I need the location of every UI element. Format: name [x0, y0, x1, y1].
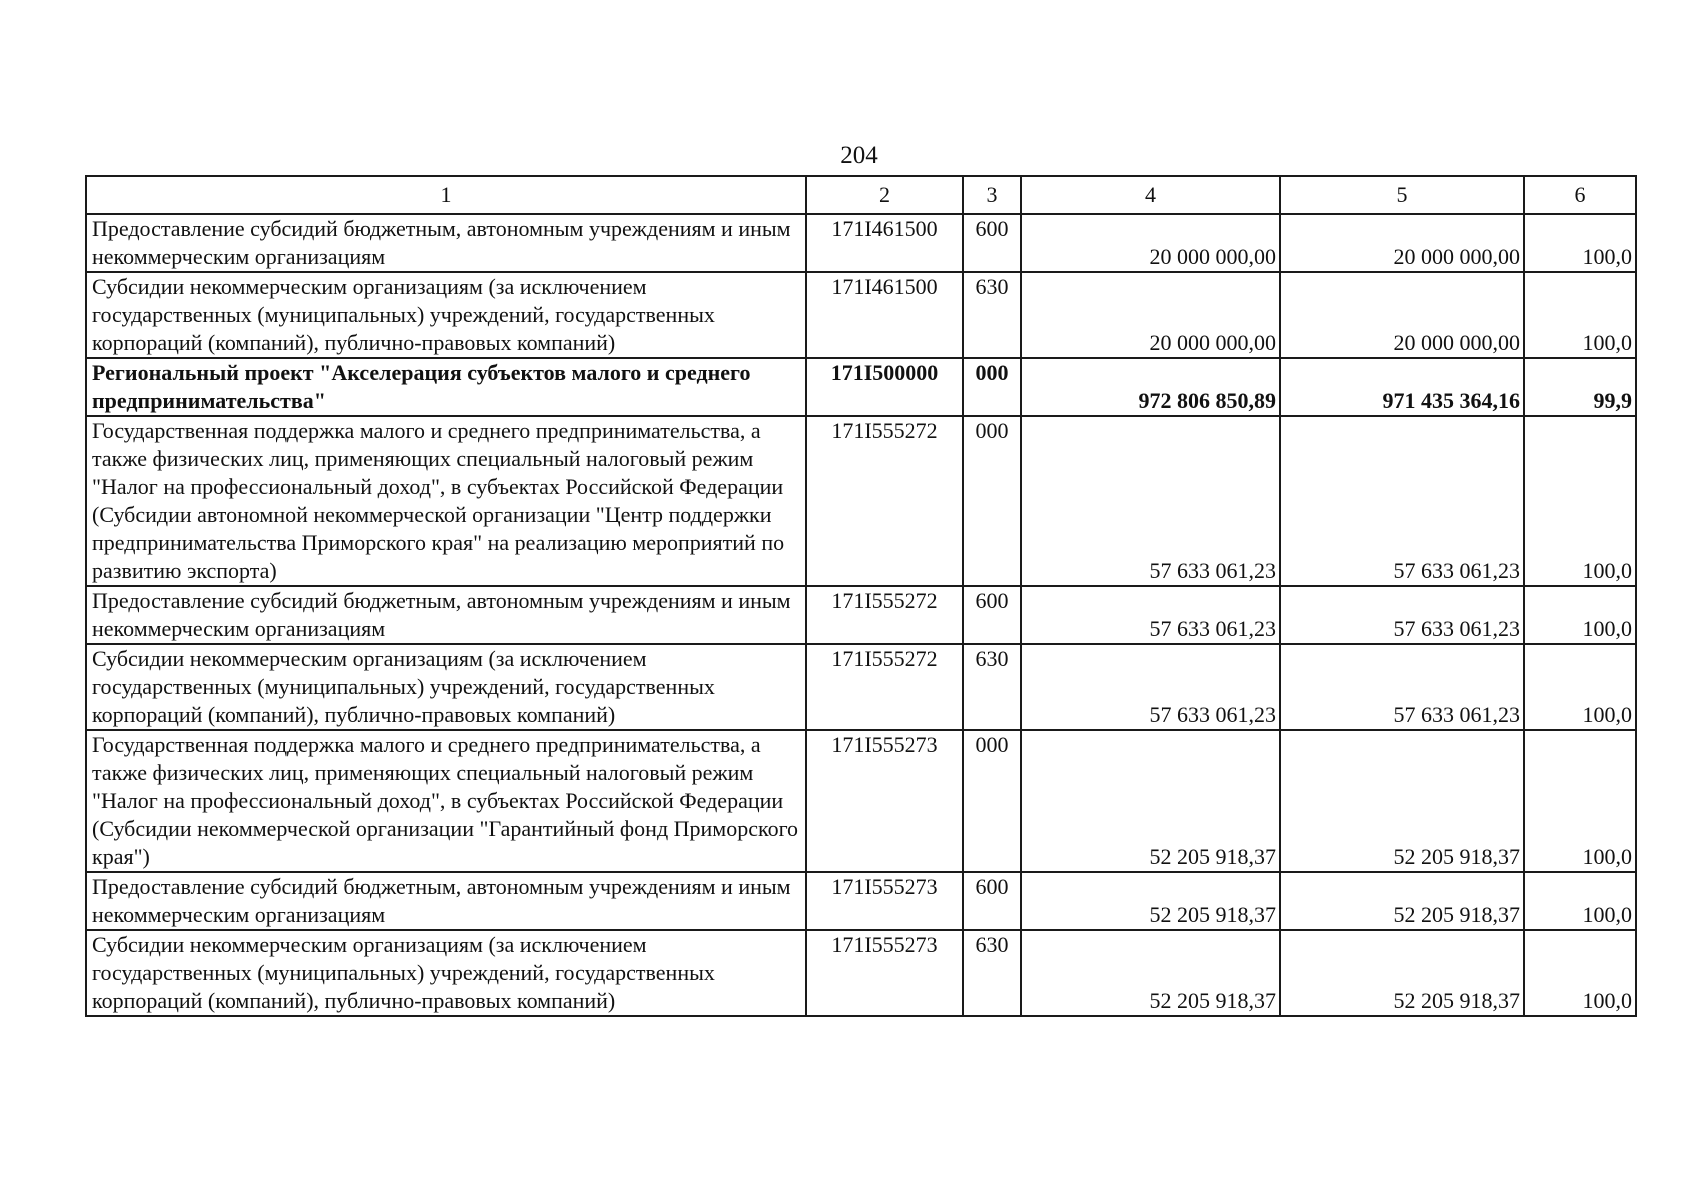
row-plan-amount-cell: 52 205 918,37 [1021, 730, 1280, 872]
row-name-cell: Региональный проект "Акселерация субъектов малого и среднего предпринимательства" [86, 358, 806, 416]
row-code-cell: 171I461500 [806, 214, 963, 272]
row-plan-amount-cell: 52 205 918,37 [1021, 930, 1280, 1016]
table-body [86, 214, 1636, 1016]
table-row [86, 358, 1636, 416]
row-percent-cell: 100,0 [1524, 586, 1636, 644]
row-name-cell: Субсидии некоммерческим организациям (за исключением государственных (муниципальных) учреждений, государственных корпораций (компаний), публично-правовых компаний) [86, 930, 806, 1016]
row-kind-cell: 600 [963, 214, 1021, 272]
row-name-cell: Предоставление субсидий бюджетным, автономным учреждениям и иным некоммерческим организациям [86, 214, 806, 272]
row-plan-amount-cell: 57 633 061,23 [1021, 586, 1280, 644]
row-code-cell: 171I555272 [806, 416, 963, 586]
table-row [86, 586, 1636, 644]
row-percent-cell: 100,0 [1524, 730, 1636, 872]
row-plan-amount-cell: 20 000 000,00 [1021, 272, 1280, 358]
row-code-cell: 171I555272 [806, 644, 963, 730]
row-code-cell: 171I500000 [806, 358, 963, 416]
row-plan-amount-cell: 57 633 061,23 [1021, 416, 1280, 586]
row-kind-cell: 000 [963, 358, 1021, 416]
column-header-1: 1 [86, 176, 806, 214]
row-kind-cell: 600 [963, 586, 1021, 644]
row-name-cell: Предоставление субсидий бюджетным, автономным учреждениям и иным некоммерческим организациям [86, 872, 806, 930]
row-name-cell: Субсидии некоммерческим организациям (за исключением государственных (муниципальных) учреждений, государственных корпораций (компаний), публично-правовых компаний) [86, 272, 806, 358]
row-kind-cell: 630 [963, 644, 1021, 730]
table-row [86, 644, 1636, 730]
row-name-cell: Государственная поддержка малого и среднего предпринимательства, а также физических лиц, применяющих специальный налоговый режим "Налог на профессиональный доход", в субъектах Российской Федерации (Субсидии автономной некоммерческой организации "Центр поддержки предпринимательства Приморского края" на реализацию мероприятий по развитию экспорта) [86, 416, 806, 586]
row-percent-cell: 100,0 [1524, 872, 1636, 930]
page-number: 204 [840, 142, 878, 169]
row-code-cell: 171I555273 [806, 872, 963, 930]
row-code-cell: 171I461500 [806, 272, 963, 358]
row-kind-cell: 000 [963, 730, 1021, 872]
table-row [86, 930, 1636, 1016]
row-code-cell: 171I555272 [806, 586, 963, 644]
row-kind-cell: 000 [963, 416, 1021, 586]
row-code-cell: 171I555273 [806, 930, 963, 1016]
row-percent-cell: 100,0 [1524, 214, 1636, 272]
row-fact-amount-cell: 20 000 000,00 [1280, 214, 1524, 272]
column-header-3: 3 [963, 176, 1021, 214]
row-percent-cell: 100,0 [1524, 930, 1636, 1016]
row-fact-amount-cell: 57 633 061,23 [1280, 586, 1524, 644]
table-row [86, 272, 1636, 358]
row-kind-cell: 630 [963, 272, 1021, 358]
row-fact-amount-cell: 52 205 918,37 [1280, 872, 1524, 930]
row-fact-amount-cell: 52 205 918,37 [1280, 930, 1524, 1016]
row-fact-amount-cell: 20 000 000,00 [1280, 272, 1524, 358]
column-header-6: 6 [1524, 176, 1636, 214]
row-fact-amount-cell: 52 205 918,37 [1280, 730, 1524, 872]
table-header [86, 176, 1636, 214]
row-percent-cell: 100,0 [1524, 272, 1636, 358]
row-kind-cell: 630 [963, 930, 1021, 1016]
table-row [86, 730, 1636, 872]
row-plan-amount-cell: 20 000 000,00 [1021, 214, 1280, 272]
row-percent-cell: 100,0 [1524, 416, 1636, 586]
row-name-cell: Предоставление субсидий бюджетным, автономным учреждениям и иным некоммерческим организациям [86, 586, 806, 644]
budget-execution-table [85, 175, 1637, 1017]
column-number-row [86, 176, 1636, 214]
row-plan-amount-cell: 972 806 850,89 [1021, 358, 1280, 416]
column-header-2: 2 [806, 176, 963, 214]
row-name-cell: Субсидии некоммерческим организациям (за исключением государственных (муниципальных) учреждений, государственных корпораций (компаний), публично-правовых компаний) [86, 644, 806, 730]
row-plan-amount-cell: 57 633 061,23 [1021, 644, 1280, 730]
row-fact-amount-cell: 971 435 364,16 [1280, 358, 1524, 416]
row-percent-cell: 99,9 [1524, 358, 1636, 416]
row-fact-amount-cell: 57 633 061,23 [1280, 416, 1524, 586]
row-code-cell: 171I555273 [806, 730, 963, 872]
row-fact-amount-cell: 57 633 061,23 [1280, 644, 1524, 730]
table-row [86, 214, 1636, 272]
column-header-5: 5 [1280, 176, 1524, 214]
row-name-cell: Государственная поддержка малого и среднего предпринимательства, а также физических лиц, применяющих специальный налоговый режим "Налог на профессиональный доход", в субъектах Российской Федерации (Субсидии некоммерческой организации "Гарантийный фонд Приморского края") [86, 730, 806, 872]
row-percent-cell: 100,0 [1524, 644, 1636, 730]
table-row [86, 872, 1636, 930]
row-kind-cell: 600 [963, 872, 1021, 930]
table-row [86, 416, 1636, 586]
row-plan-amount-cell: 52 205 918,37 [1021, 872, 1280, 930]
column-header-4: 4 [1021, 176, 1280, 214]
